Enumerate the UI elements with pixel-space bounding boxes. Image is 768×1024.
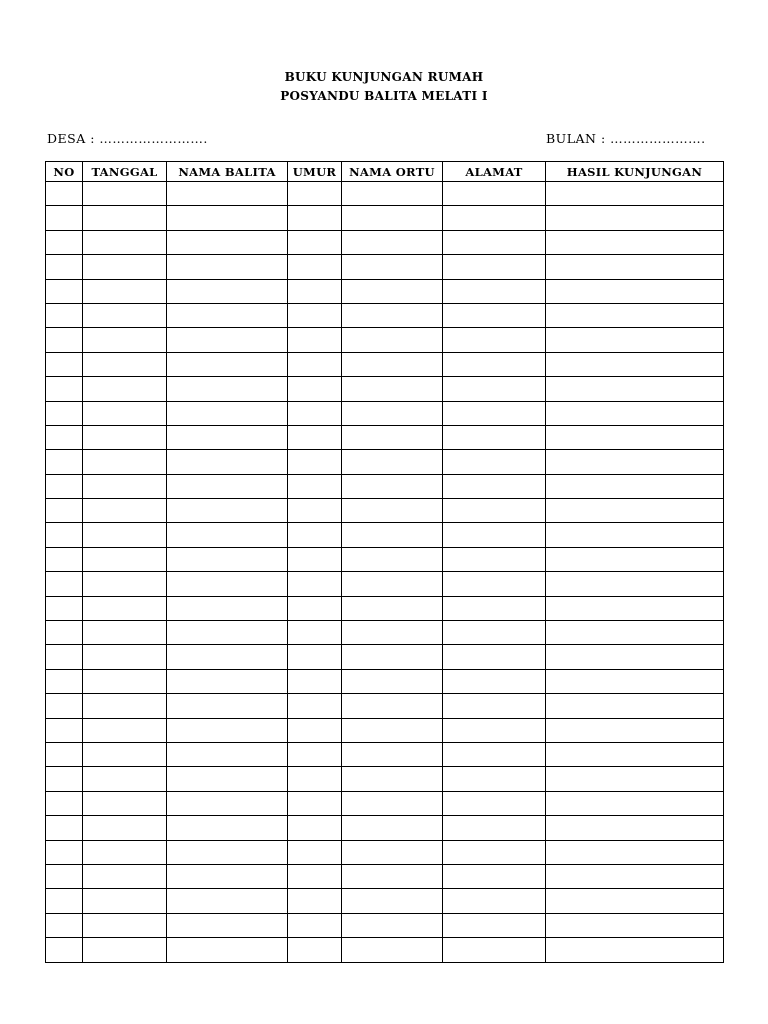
table-cell	[83, 499, 167, 523]
table-cell	[167, 303, 288, 327]
table-cell	[288, 401, 342, 425]
table-row	[46, 499, 724, 523]
table-cell	[83, 938, 167, 962]
table-cell	[546, 938, 724, 962]
table-cell	[342, 938, 443, 962]
table-cell	[342, 596, 443, 620]
table-cell	[167, 694, 288, 718]
table-cell	[46, 694, 83, 718]
table-cell	[443, 572, 546, 596]
table-cell	[83, 791, 167, 815]
table-cell	[83, 255, 167, 279]
table-cell	[288, 694, 342, 718]
table-cell	[546, 352, 724, 376]
table-cell	[288, 889, 342, 913]
table-cell	[167, 206, 288, 230]
table-cell	[443, 499, 546, 523]
table-cell	[83, 377, 167, 401]
table-row	[46, 669, 724, 693]
table-cell	[46, 279, 83, 303]
table-cell	[167, 572, 288, 596]
table-cell	[83, 230, 167, 254]
table-cell	[167, 474, 288, 498]
table-cell	[342, 742, 443, 766]
table-row	[46, 230, 724, 254]
table-cell	[443, 547, 546, 571]
table-cell	[46, 450, 83, 474]
table-row	[46, 523, 724, 547]
table-cell	[288, 377, 342, 401]
table-cell	[546, 669, 724, 693]
table-cell	[342, 182, 443, 206]
table-cell	[443, 938, 546, 962]
table-cell	[83, 889, 167, 913]
table-cell	[546, 206, 724, 230]
table-cell	[342, 864, 443, 888]
table-cell	[443, 791, 546, 815]
table-cell	[443, 718, 546, 742]
table-cell	[546, 718, 724, 742]
table-cell	[443, 742, 546, 766]
table-cell	[83, 523, 167, 547]
table-cell	[83, 279, 167, 303]
table-cell	[288, 816, 342, 840]
table-row	[46, 401, 724, 425]
table-row	[46, 913, 724, 937]
table-cell	[167, 621, 288, 645]
table-cell	[443, 694, 546, 718]
table-cell	[46, 742, 83, 766]
table-cell	[546, 767, 724, 791]
table-cell	[342, 303, 443, 327]
table-cell	[443, 913, 546, 937]
table-cell	[83, 816, 167, 840]
table-row	[46, 377, 724, 401]
table-cell	[342, 791, 443, 815]
table-cell	[83, 767, 167, 791]
table-cell	[167, 547, 288, 571]
table-row	[46, 816, 724, 840]
table-cell	[342, 767, 443, 791]
table-row	[46, 718, 724, 742]
header-nama-balita: NAMA BALITA	[167, 162, 288, 182]
table-cell	[46, 645, 83, 669]
table-cell	[546, 303, 724, 327]
table-cell	[83, 596, 167, 620]
table-cell	[83, 401, 167, 425]
table-cell	[46, 547, 83, 571]
table-cell	[443, 352, 546, 376]
table-cell	[546, 645, 724, 669]
table-cell	[443, 840, 546, 864]
header-umur: UMUR	[288, 162, 342, 182]
table-cell	[342, 669, 443, 693]
table-cell	[288, 621, 342, 645]
table-cell	[443, 279, 546, 303]
table-cell	[546, 889, 724, 913]
table-cell	[167, 840, 288, 864]
table-row	[46, 694, 724, 718]
table-cell	[546, 499, 724, 523]
table-cell	[46, 767, 83, 791]
table-cell	[443, 425, 546, 449]
table-cell	[46, 474, 83, 498]
table-cell	[46, 303, 83, 327]
table-cell	[443, 182, 546, 206]
table-cell	[46, 621, 83, 645]
table-row	[46, 255, 724, 279]
table-cell	[288, 572, 342, 596]
table-cell	[46, 206, 83, 230]
table-cell	[46, 816, 83, 840]
table-cell	[46, 377, 83, 401]
header-no: NO	[46, 162, 83, 182]
table-cell	[83, 182, 167, 206]
table-cell	[546, 474, 724, 498]
table-cell	[342, 816, 443, 840]
table-cell	[167, 938, 288, 962]
table-row	[46, 596, 724, 620]
table-cell	[167, 328, 288, 352]
table-cell	[288, 255, 342, 279]
table-cell	[342, 499, 443, 523]
table-cell	[167, 645, 288, 669]
table-cell	[342, 474, 443, 498]
table-cell	[443, 621, 546, 645]
table-cell	[288, 474, 342, 498]
table-cell	[546, 913, 724, 937]
table-cell	[83, 328, 167, 352]
table-cell	[288, 206, 342, 230]
table-cell	[46, 572, 83, 596]
table-cell	[167, 864, 288, 888]
table-cell	[443, 889, 546, 913]
table-cell	[46, 255, 83, 279]
table-cell	[167, 352, 288, 376]
table-cell	[288, 669, 342, 693]
table-cell	[167, 791, 288, 815]
table-cell	[342, 889, 443, 913]
table-cell	[288, 425, 342, 449]
table-row	[46, 742, 724, 766]
table-cell	[167, 596, 288, 620]
table-cell	[83, 547, 167, 571]
table-cell	[83, 840, 167, 864]
table-cell	[167, 401, 288, 425]
table-cell	[342, 401, 443, 425]
table-cell	[443, 864, 546, 888]
table-row	[46, 621, 724, 645]
table-cell	[342, 255, 443, 279]
table-cell	[546, 450, 724, 474]
table-cell	[443, 596, 546, 620]
table-cell	[288, 523, 342, 547]
table-cell	[167, 913, 288, 937]
table-cell	[546, 864, 724, 888]
header-tanggal: TANGGAL	[83, 162, 167, 182]
table-row	[46, 303, 724, 327]
table-cell	[167, 523, 288, 547]
table-cell	[443, 645, 546, 669]
table-cell	[342, 913, 443, 937]
table-cell	[443, 303, 546, 327]
table-cell	[83, 450, 167, 474]
table-cell	[288, 303, 342, 327]
table-cell	[546, 328, 724, 352]
table-cell	[288, 328, 342, 352]
table-cell	[443, 816, 546, 840]
desa-field: DESA : …………………….	[47, 131, 208, 146]
table-cell	[46, 523, 83, 547]
table-cell	[167, 230, 288, 254]
table-cell	[167, 669, 288, 693]
table-cell	[288, 742, 342, 766]
table-cell	[167, 377, 288, 401]
table-cell	[342, 352, 443, 376]
table-cell	[342, 377, 443, 401]
table-cell	[546, 742, 724, 766]
table-cell	[342, 621, 443, 645]
table-cell	[342, 718, 443, 742]
table-cell	[46, 864, 83, 888]
table-cell	[288, 352, 342, 376]
table-row	[46, 767, 724, 791]
table-cell	[46, 840, 83, 864]
table-cell	[546, 547, 724, 571]
table-cell	[46, 425, 83, 449]
table-cell	[443, 474, 546, 498]
table-row	[46, 279, 724, 303]
table-cell	[83, 572, 167, 596]
table-cell	[342, 694, 443, 718]
table-cell	[288, 279, 342, 303]
table-cell	[443, 767, 546, 791]
table-cell	[288, 767, 342, 791]
table-cell	[443, 401, 546, 425]
table-cell	[46, 352, 83, 376]
table-cell	[288, 791, 342, 815]
visit-table	[45, 161, 724, 963]
table-cell	[46, 596, 83, 620]
table-row	[46, 791, 724, 815]
table-cell	[443, 230, 546, 254]
table-row	[46, 352, 724, 376]
table-row	[46, 864, 724, 888]
table-cell	[342, 547, 443, 571]
table-cell	[443, 255, 546, 279]
table-cell	[167, 767, 288, 791]
table-row	[46, 889, 724, 913]
table-cell	[167, 182, 288, 206]
table-cell	[546, 816, 724, 840]
table-cell	[83, 694, 167, 718]
table-cell	[288, 913, 342, 937]
table-cell	[83, 474, 167, 498]
table-row	[46, 450, 724, 474]
table-cell	[46, 328, 83, 352]
table-row	[46, 474, 724, 498]
table-cell	[288, 840, 342, 864]
table-row	[46, 645, 724, 669]
table-body	[46, 182, 724, 963]
table-cell	[288, 645, 342, 669]
table-cell	[342, 206, 443, 230]
table-cell	[342, 328, 443, 352]
table-cell	[288, 182, 342, 206]
table-cell	[83, 669, 167, 693]
table-cell	[46, 182, 83, 206]
table-row	[46, 182, 724, 206]
table-cell	[167, 279, 288, 303]
table-cell	[443, 669, 546, 693]
table-cell	[46, 913, 83, 937]
header-row	[46, 162, 724, 182]
table-cell	[46, 791, 83, 815]
table-cell	[546, 279, 724, 303]
table-cell	[342, 450, 443, 474]
table-cell	[167, 889, 288, 913]
header-hasil-kunjungan: HASIL KUNJUNGAN	[546, 162, 724, 182]
table-cell	[342, 230, 443, 254]
table-cell	[546, 791, 724, 815]
table-cell	[167, 742, 288, 766]
table-cell	[83, 718, 167, 742]
table-cell	[167, 499, 288, 523]
table-cell	[46, 718, 83, 742]
table-cell	[546, 425, 724, 449]
table-cell	[342, 840, 443, 864]
table-cell	[342, 523, 443, 547]
document-subtitle: POSYANDU BALITA MELATI I	[280, 89, 488, 103]
table-row	[46, 328, 724, 352]
table-cell	[83, 913, 167, 937]
table-cell	[46, 230, 83, 254]
table-cell	[546, 596, 724, 620]
table-cell	[342, 279, 443, 303]
table-cell	[443, 328, 546, 352]
table-row	[46, 206, 724, 230]
bulan-field: BULAN : ………………….	[546, 131, 706, 146]
table-cell	[546, 401, 724, 425]
table-cell	[288, 230, 342, 254]
table-cell	[46, 499, 83, 523]
table-cell	[546, 572, 724, 596]
table-cell	[83, 645, 167, 669]
table-cell	[46, 889, 83, 913]
table-cell	[83, 352, 167, 376]
table-cell	[342, 425, 443, 449]
table-cell	[167, 450, 288, 474]
table-cell	[546, 694, 724, 718]
table-cell	[167, 816, 288, 840]
table-cell	[342, 645, 443, 669]
table-row	[46, 547, 724, 571]
table-row	[46, 840, 724, 864]
table-cell	[46, 938, 83, 962]
table-cell	[288, 596, 342, 620]
header-alamat: ALAMAT	[443, 162, 546, 182]
table-cell	[443, 523, 546, 547]
table-cell	[546, 182, 724, 206]
table-row	[46, 938, 724, 962]
table-cell	[288, 938, 342, 962]
table-cell	[546, 377, 724, 401]
table-cell	[167, 718, 288, 742]
table-cell	[167, 425, 288, 449]
table-cell	[83, 425, 167, 449]
table-cell	[443, 377, 546, 401]
table-cell	[288, 547, 342, 571]
table-cell	[83, 864, 167, 888]
table-cell	[546, 840, 724, 864]
table-cell	[288, 499, 342, 523]
table-cell	[288, 450, 342, 474]
table-cell	[546, 230, 724, 254]
table-cell	[443, 450, 546, 474]
header-nama-ortu: NAMA ORTU	[342, 162, 443, 182]
table-cell	[443, 206, 546, 230]
table-row	[46, 425, 724, 449]
table-row	[46, 572, 724, 596]
table-cell	[83, 303, 167, 327]
table-cell	[46, 669, 83, 693]
document-title: BUKU KUNJUNGAN RUMAH	[284, 70, 484, 84]
table-cell	[46, 401, 83, 425]
table-cell	[546, 255, 724, 279]
table-cell	[83, 621, 167, 645]
table-cell	[546, 621, 724, 645]
table-cell	[167, 255, 288, 279]
table-cell	[342, 572, 443, 596]
table-cell	[83, 742, 167, 766]
table-cell	[83, 206, 167, 230]
table-cell	[288, 718, 342, 742]
table-cell	[288, 864, 342, 888]
table-cell	[546, 523, 724, 547]
